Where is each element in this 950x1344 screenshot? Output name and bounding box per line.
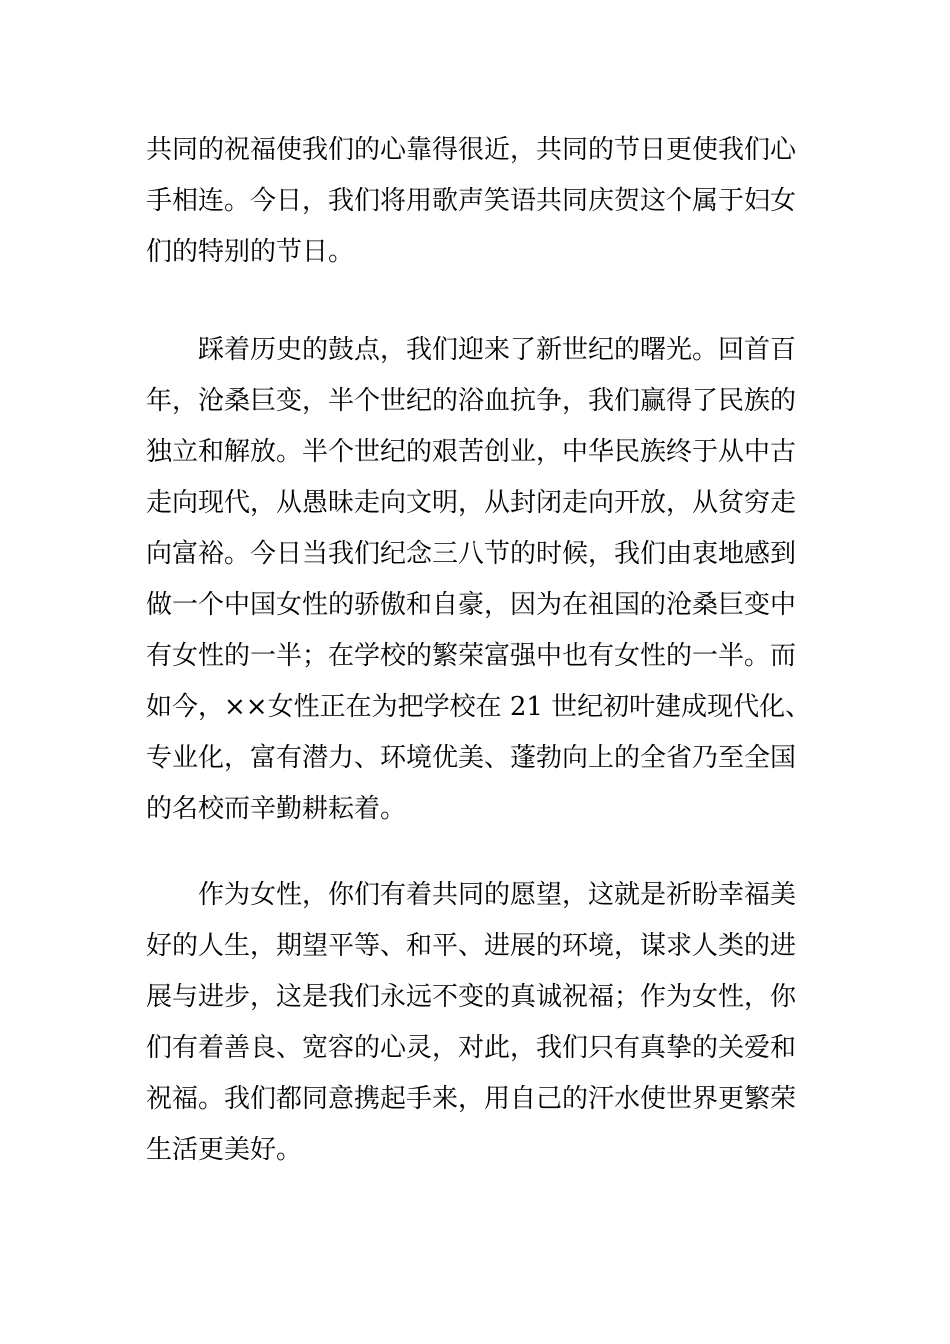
paragraph-line: 共同的祝福使我们的心靠得很近，共同的节日更使我们心 (146, 135, 797, 165)
paragraph-line: 专业化，富有潜力、环境优美、蓬勃向上的全省乃至全国 (146, 743, 797, 773)
paragraph-line: 们的特别的节日。 (146, 237, 355, 267)
paragraph-line: 手相连。今日，我们将用歌声笑语共同庆贺这个属于妇女 (146, 186, 797, 216)
paragraph-2 (146, 325, 810, 835)
paragraph-line: 祝福。我们都同意携起手来，用自己的汗水使世界更繁荣 (146, 1084, 797, 1114)
paragraph-line: 好的人生，期望平等、和平、进展的环境，谋求人类的进 (146, 931, 797, 961)
paragraph-line: 独立和解放。半个世纪的艰苦创业，中华民族终于从中古 (146, 437, 797, 467)
paragraph-line: 做一个中国女性的骄傲和自豪，因为在祖国的沧桑巨变中 (146, 590, 797, 620)
paragraph-line: 走向现代，从愚昧走向文明，从封闭走向开放，从贫穷走 (146, 488, 797, 518)
paragraph-line: 有女性的一半；在学校的繁荣富强中也有女性的一半。而 (146, 641, 797, 671)
paragraph-line: 向富裕。今日当我们纪念三八节的时候，我们由衷地感到 (146, 539, 797, 569)
paragraph-line: 们有着善良、宽容的心灵，对此，我们只有真挚的关爱和 (146, 1033, 797, 1063)
paragraph-line: 年，沧桑巨变，半个世纪的浴血抗争，我们赢得了民族的 (146, 386, 797, 416)
paragraph-line: 踩着历史的鼓点，我们迎来了新世纪的曙光。回首百 (198, 335, 797, 365)
paragraph-line: 展与进步，这是我们永远不变的真诚祝福；作为女性，你 (146, 982, 797, 1012)
paragraph-line: 如今，××女性正在为把学校在 21 世纪初叶建成现代化、 (146, 692, 812, 722)
paragraph-line: 的名校而辛勤耕耘着。 (146, 794, 407, 824)
paragraph-1 (146, 125, 810, 278)
paragraph-line: 作为女性，你们有着共同的愿望，这就是祈盼幸福美 (198, 880, 797, 910)
paragraph-3 (146, 870, 810, 1176)
paragraph-line: 生活更美好。 (146, 1135, 303, 1165)
